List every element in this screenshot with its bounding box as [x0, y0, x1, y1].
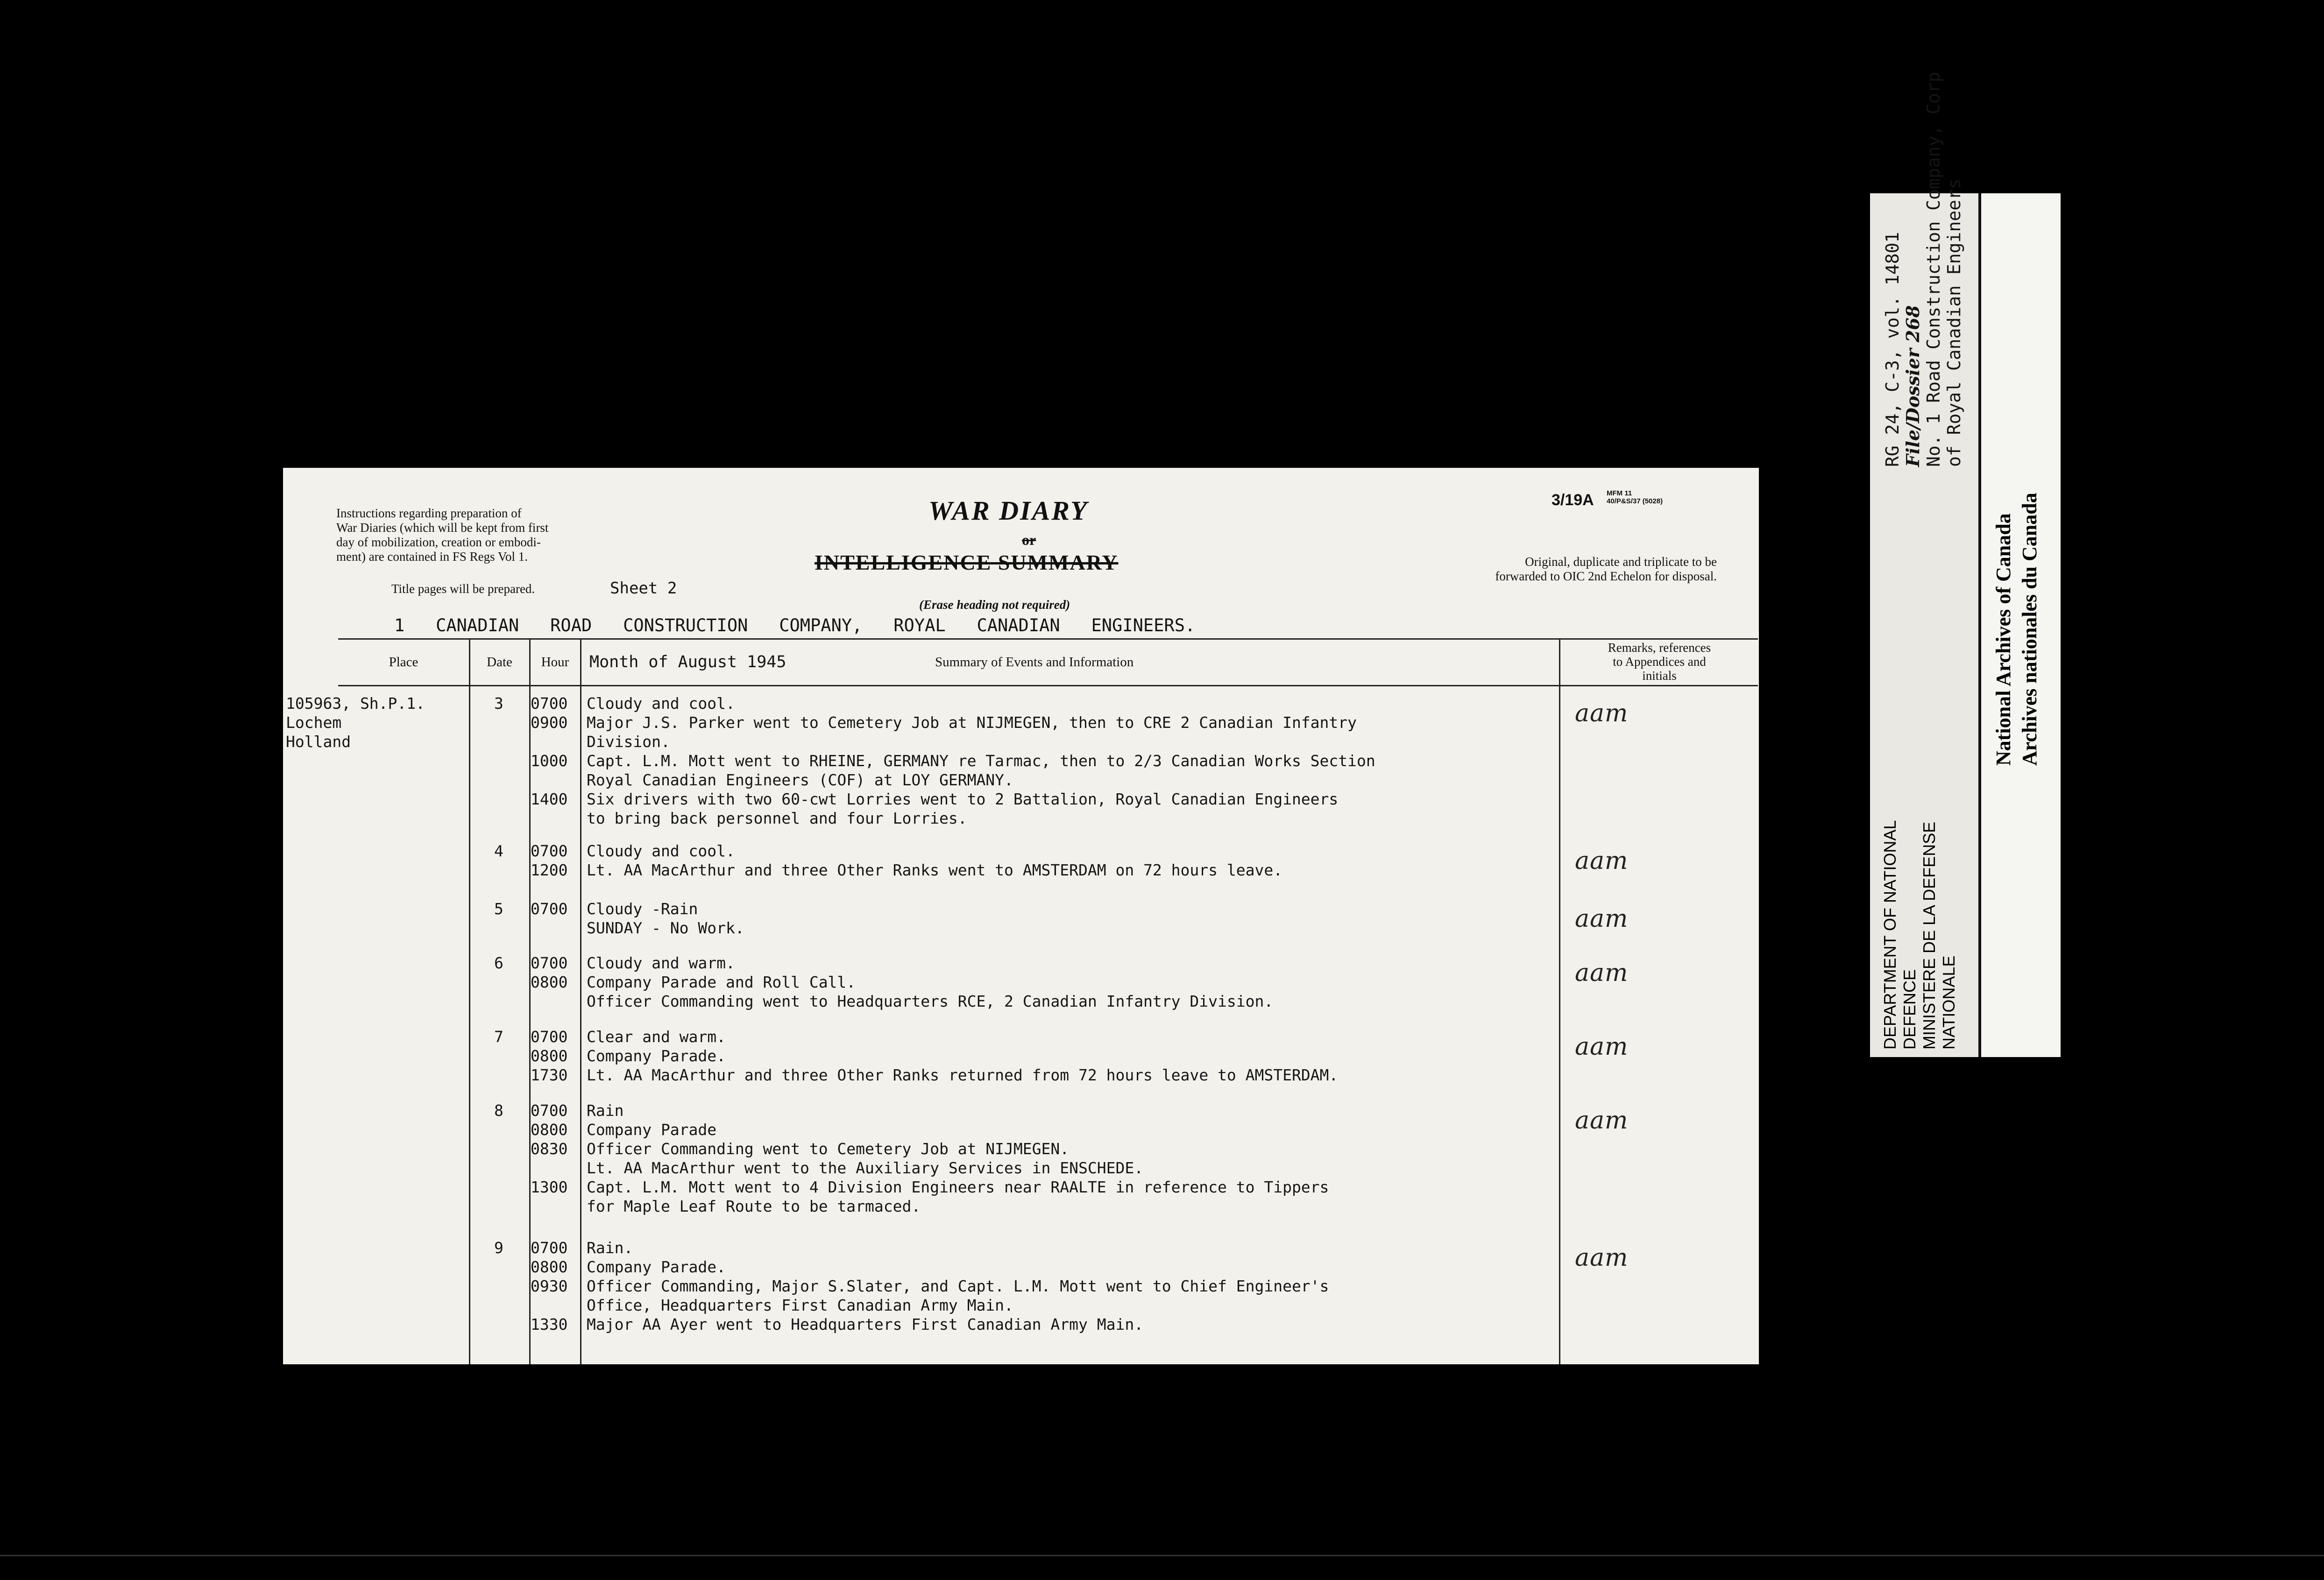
entry-summary-line: to bring back personnel and four Lorries.: [587, 809, 967, 827]
archive-reference-handwritten: File/Dossier 268: [1902, 305, 1923, 467]
archive-unit-line: of Royal Canadian Engineers: [1944, 178, 1964, 467]
entry-initials: aam: [1575, 1033, 1629, 1061]
entry-hour: 1200: [531, 861, 568, 879]
entry-hour: 0830: [531, 1140, 568, 1158]
table-header-rule: [338, 685, 1758, 686]
entry-summary-line: Cloudy and cool.: [587, 842, 735, 860]
form-ref-line: MFM 11: [1607, 489, 1632, 497]
entry-hour: 0700: [531, 1101, 568, 1120]
remarks-header-line: initials: [1642, 669, 1677, 683]
entry-summary-line: Lt. AA MacArthur went to the Auxiliary Services in ENSCHEDE.: [587, 1159, 1144, 1177]
entry-hour: 0800: [531, 1121, 568, 1139]
archives-title-en: National Archives of Canada: [1992, 513, 2015, 766]
entry-summary-line: Officer Commanding went to Cemetery Job at NIJMEGEN.: [587, 1140, 1070, 1158]
entry-hour: 0700: [531, 1028, 568, 1046]
archive-reference: [1882, 72, 1964, 467]
column-header-summary: Summary of Events and Information: [935, 655, 1134, 670]
entry-summary-line: SUNDAY - No Work.: [587, 919, 744, 937]
entry-hour: 0800: [531, 1047, 568, 1065]
entry-hour: 0800: [531, 973, 568, 991]
entry-hour: 1300: [531, 1178, 568, 1196]
entry-summary-line: Royal Canadian Engineers (COF) at LOY GERMANY.: [587, 771, 1013, 789]
column-divider-summary: [1559, 638, 1560, 1364]
entry-summary-line: for Maple Leaf Route to be tarmaced.: [587, 1197, 921, 1215]
distribution-note: [1395, 555, 1717, 584]
entry-summary-line: Lt. AA MacArthur and three Other Ranks returned from 72 hours leave to AMSTERDAM.: [587, 1066, 1339, 1084]
place-line: Holland: [286, 733, 351, 751]
archive-reference-line: RG 24, C-3, vol. 14801: [1882, 232, 1903, 467]
entry-summary-line: Rain.: [587, 1239, 633, 1257]
sheet-number: Sheet 2: [610, 579, 677, 598]
entry-summary-line: Lt. AA MacArthur and three Other Ranks went to AMSTERDAM on 72 hours leave.: [587, 861, 1283, 879]
department-label: [1880, 820, 1959, 1050]
department-line: DEFENCE: [1900, 969, 1919, 1050]
entry-hour: 0800: [531, 1258, 568, 1276]
entry-hour: 0930: [531, 1277, 568, 1295]
entry-initials: aam: [1575, 959, 1629, 987]
column-header-remarks: [1561, 641, 1758, 683]
instructions-line: War Diaries (which will be kept from first: [336, 521, 549, 535]
entry-initials: aam: [1575, 905, 1629, 933]
entry-summary-line: Clear and warm.: [587, 1028, 726, 1046]
column-header-date: Date: [487, 655, 512, 670]
remarks-header-line: to Appendices and: [1613, 655, 1706, 669]
entry-summary-line: Cloudy and warm.: [587, 954, 735, 972]
erase-note: (Erase heading not required): [919, 598, 1070, 612]
entry-summary-line: Rain: [587, 1101, 624, 1120]
place-line: Lochem: [286, 713, 342, 732]
entry-summary-line: Cloudy -Rain: [587, 900, 698, 918]
department-line: DEPARTMENT OF NATIONAL: [1880, 820, 1899, 1050]
entry-summary-line: Cloudy and cool.: [587, 694, 735, 712]
column-header-place: Place: [389, 655, 418, 670]
entry-hour: 1730: [531, 1066, 568, 1084]
entry-summary-line: Six drivers with two 60-cwt Lorries went to 2 Battalion, Royal Canadian Engineers: [587, 790, 1339, 808]
entry-summary-line: Capt. L.M. Mott went to RHEINE, GERMANY re Tarmac, then to 2/3 Canadian Works Section: [587, 752, 1375, 770]
form-number: 3/19A: [1552, 491, 1594, 509]
entry-date: 9: [494, 1239, 503, 1257]
entry-hour: 0700: [531, 900, 568, 918]
entry-summary-line: Division.: [587, 733, 670, 751]
archive-unit-line: No. 1 Road Construction Company, Corp: [1923, 71, 1944, 467]
or-word: or: [1022, 531, 1036, 548]
place-line: 105963, Sh.P.1.: [286, 694, 425, 712]
entry-summary-line: Company Parade.: [587, 1258, 726, 1276]
instructions-block: [336, 506, 579, 564]
entry-initials: aam: [1575, 1107, 1629, 1135]
entry-date: 4: [494, 842, 503, 860]
entry-date: 3: [494, 694, 503, 712]
entry-hour: 1000: [531, 752, 568, 770]
instructions-line: Instructions regarding preparation of: [336, 506, 522, 520]
distribution-line: Original, duplicate and triplicate to be: [1525, 555, 1717, 569]
war-diary-sheet: [283, 468, 1759, 1364]
unit-name: 1 CANADIAN ROAD CONSTRUCTION COMPANY, ROYAL CANADIAN ENGINEERS.: [394, 615, 1196, 635]
entry-date: 8: [494, 1101, 503, 1120]
department-line: MINISTERE DE LA DEFENSE: [1920, 821, 1939, 1050]
entry-summary-line: Office, Headquarters First Canadian Army Main.: [587, 1296, 1013, 1314]
entry-date: 5: [494, 900, 503, 918]
title-pages-note: Title pages will be prepared.: [391, 582, 535, 596]
remarks-header-line: Remarks, references: [1608, 641, 1711, 655]
bottom-rule: [0, 1555, 2324, 1556]
entry-summary-line: Company Parade and Roll Call.: [587, 973, 856, 991]
entry-hour: 1330: [531, 1315, 568, 1333]
form-reference: [1607, 489, 1663, 505]
place-cell: [286, 694, 425, 751]
archives-title: [1991, 493, 2043, 766]
distribution-line: forwarded to OIC 2nd Echelon for disposal.: [1495, 569, 1717, 583]
table-top-rule: [338, 638, 1758, 640]
entry-initials: aam: [1575, 1244, 1629, 1272]
instructions-line: ment) are contained in FS Regs Vol 1.: [336, 550, 528, 564]
form-ref-line: 40/P&S/37 (5028): [1607, 497, 1663, 505]
column-header-hour: Hour: [541, 655, 569, 670]
page-title: WAR DIARY: [928, 495, 1089, 526]
entry-initials: aam: [1575, 847, 1629, 875]
entry-hour: 0700: [531, 1239, 568, 1257]
archives-title-fr: Archives nationales du Canada: [2018, 493, 2041, 766]
column-divider-place: [469, 638, 470, 1364]
entry-hour: 0700: [531, 694, 568, 712]
department-line: NATIONALE: [1939, 955, 1958, 1050]
entry-date: 7: [494, 1028, 503, 1046]
entry-summary-line: Officer Commanding, Major S.Slater, and Capt. L.M. Mott went to Chief Engineer's: [587, 1277, 1329, 1295]
entry-summary-line: Major J.S. Parker went to Cemetery Job at NIJMEGEN, then to CRE 2 Canadian Infantry: [587, 713, 1357, 732]
entry-hour: 1400: [531, 790, 568, 808]
entry-summary-line: Company Parade: [587, 1121, 717, 1139]
entry-hour: 0900: [531, 713, 568, 732]
column-header-month: Month of August 1945: [589, 653, 786, 671]
entry-summary-line: Capt. L.M. Mott went to 4 Division Engineers near RAALTE in reference to Tippers: [587, 1178, 1329, 1196]
entry-hour: 0700: [531, 842, 568, 860]
struck-heading: INTELLIGENCE SUMMARY: [815, 550, 1119, 574]
entry-hour: 0700: [531, 954, 568, 972]
entry-summary-line: Company Parade.: [587, 1047, 726, 1065]
entry-summary-line: Major AA Ayer went to Headquarters First Canadian Army Main.: [587, 1315, 1144, 1333]
entry-initials: aam: [1575, 699, 1629, 727]
entry-date: 6: [494, 954, 503, 972]
instructions-line: day of mobilization, creation or embodi-: [336, 535, 541, 549]
entry-summary-line: Officer Commanding went to Headquarters RCE, 2 Canadian Infantry Division.: [587, 992, 1274, 1010]
column-divider-hour: [580, 638, 581, 1364]
